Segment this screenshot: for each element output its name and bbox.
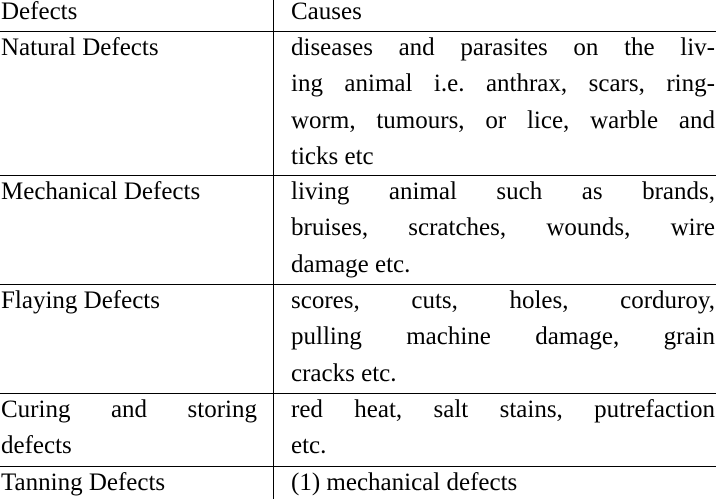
- defect-line: Mechanical Defects: [1, 178, 201, 205]
- word: ring-: [666, 70, 715, 98]
- word: i.e.: [433, 70, 465, 98]
- defect-line: defects: [1, 432, 72, 460]
- cause-cell-tanning: [291, 465, 715, 501]
- word: pulling: [291, 323, 362, 351]
- defect-cell-tanning: [1, 465, 257, 501]
- cause-line: [291, 103, 715, 139]
- word: as: [581, 178, 603, 205]
- defect-line: Tanning Defects: [1, 469, 166, 496]
- word: red: [291, 396, 323, 423]
- word: scores,: [291, 287, 360, 314]
- word: parasites: [460, 34, 548, 61]
- word: lice,: [526, 106, 570, 134]
- defect-cell-curing: [1, 392, 257, 465]
- header-causes: Causes: [291, 0, 362, 25]
- word: wire: [670, 214, 715, 242]
- word: Curing: [1, 396, 71, 423]
- header-defects: Defects: [1, 0, 78, 25]
- defect-cell-flaying: [1, 283, 257, 319]
- column-divider: [273, 0, 274, 499]
- word: wounds,: [546, 214, 631, 242]
- cause-line: [291, 319, 715, 355]
- word: animal: [388, 178, 457, 205]
- cause-line: [291, 30, 715, 66]
- word: worm,: [291, 106, 356, 134]
- defect-line: Flaying Defects: [1, 287, 160, 314]
- cause-cell-mechanical: [291, 174, 715, 283]
- word: tumours,: [376, 106, 465, 134]
- word: machine: [406, 323, 491, 351]
- word: and: [398, 34, 435, 61]
- cause-line: ticks etc: [291, 142, 374, 170]
- word: salt: [433, 396, 469, 423]
- word: the: [624, 34, 655, 61]
- word: living: [291, 178, 350, 205]
- word: scratches,: [408, 214, 507, 242]
- word: storing: [187, 396, 257, 423]
- defect-cell-natural: [1, 30, 257, 66]
- word: heat,: [354, 396, 403, 423]
- cause-line: damage etc.: [291, 250, 411, 278]
- word: anthrax,: [485, 70, 568, 98]
- cause-line: (1) mechanical defects: [291, 469, 518, 496]
- word: such: [496, 178, 543, 205]
- word: liv-: [680, 34, 715, 61]
- cause-cell-flaying: [291, 283, 715, 392]
- defect-cell-mechanical: [1, 174, 257, 210]
- word: stains,: [499, 396, 563, 423]
- cause-line: [291, 174, 715, 210]
- word: damage,: [535, 323, 620, 351]
- word: or: [485, 106, 507, 134]
- word: corduroy,: [620, 287, 715, 314]
- word: bruises,: [291, 214, 369, 242]
- cause-cell-natural: [291, 30, 715, 175]
- cause-line: [291, 283, 715, 319]
- word: putrefaction: [594, 396, 715, 423]
- word: diseases: [291, 34, 373, 61]
- cause-line: [291, 392, 715, 428]
- cause-cell-curing: [291, 392, 715, 465]
- word: warble: [590, 106, 659, 134]
- word: and: [110, 396, 148, 423]
- cause-line: [291, 210, 715, 246]
- word: grain: [663, 323, 715, 351]
- word: ing: [291, 70, 323, 98]
- word: on: [573, 34, 599, 61]
- defect-line: Natural Defects: [1, 34, 159, 61]
- word: scars,: [588, 70, 645, 98]
- cause-line: etc.: [291, 432, 327, 460]
- word: and: [678, 106, 715, 134]
- defect-line: [1, 392, 257, 428]
- word: brands,: [642, 178, 715, 205]
- word: holes,: [509, 287, 569, 314]
- word: animal: [344, 70, 413, 98]
- word: cuts,: [411, 287, 458, 314]
- cause-line: cracks etc.: [291, 359, 397, 387]
- cause-line: [291, 66, 715, 102]
